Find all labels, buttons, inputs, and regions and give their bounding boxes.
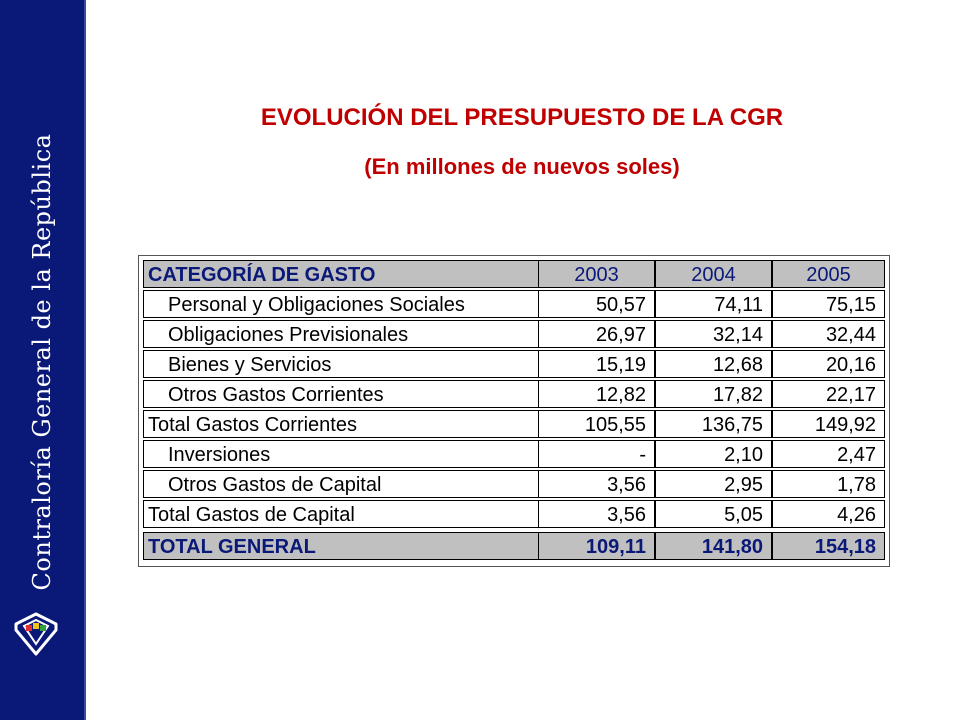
row-label: TOTAL GENERAL [143,532,539,560]
row-label: Obligaciones Previsionales [143,320,539,348]
value-2004: 12,68 [655,350,772,378]
table-row [143,290,885,320]
value-2005: 1,78 [772,470,885,498]
value-2003: 12,82 [538,380,655,408]
value-2005: 4,26 [772,500,885,528]
row-label: Bienes y Servicios [143,350,539,378]
value-2003: 105,55 [538,410,655,438]
table-row [143,320,885,350]
table-header-row [143,260,885,290]
page-title: EVOLUCIÓN DEL PRESUPUESTO DE LA CGR [260,104,784,131]
page-subtitle: (En millones de nuevos soles) [364,154,680,179]
row-label: Inversiones [143,440,539,468]
value-2003: 15,19 [538,350,655,378]
sidebar [0,0,86,720]
value-2004: 5,05 [655,500,772,528]
value-2005: 20,16 [772,350,885,378]
value-2003: 3,56 [538,500,655,528]
value-2004: 32,14 [655,320,772,348]
value-2003: - [538,440,655,468]
value-2004: 2,95 [655,470,772,498]
header-category: CATEGORÍA DE GASTO [143,260,539,288]
value-2005: 154,18 [772,532,885,560]
row-label: Personal y Obligaciones Sociales [143,290,539,318]
value-2003: 109,11 [538,532,655,560]
contraloria-logo-icon [12,610,60,658]
subtotal-row [143,500,885,530]
table-row [143,350,885,380]
row-label: Otros Gastos Corrientes [143,380,539,408]
table-row [143,470,885,500]
value-2003: 50,57 [538,290,655,318]
header-year-2003: 2003 [538,260,655,288]
value-2004: 136,75 [655,410,772,438]
subtotal-row [143,410,885,440]
value-2005: 2,47 [772,440,885,468]
value-2004: 74,11 [655,290,772,318]
value-2004: 2,10 [655,440,772,468]
table-row [143,380,885,410]
value-2005: 149,92 [772,410,885,438]
header-year-2005: 2005 [772,260,885,288]
row-label: Total Gastos de Capital [143,500,539,528]
row-label: Total Gastos Corrientes [143,410,539,438]
table-row [143,440,885,470]
budget-table [138,255,890,567]
value-2005: 22,17 [772,380,885,408]
sidebar-title: Contraloría General de la República [28,133,56,591]
value-2004: 17,82 [655,380,772,408]
value-2003: 3,56 [538,470,655,498]
value-2003: 26,97 [538,320,655,348]
grand-total-row [143,532,885,562]
header-year-2004: 2004 [655,260,772,288]
value-2004: 141,80 [655,532,772,560]
row-label: Otros Gastos de Capital [143,470,539,498]
value-2005: 32,44 [772,320,885,348]
value-2005: 75,15 [772,290,885,318]
